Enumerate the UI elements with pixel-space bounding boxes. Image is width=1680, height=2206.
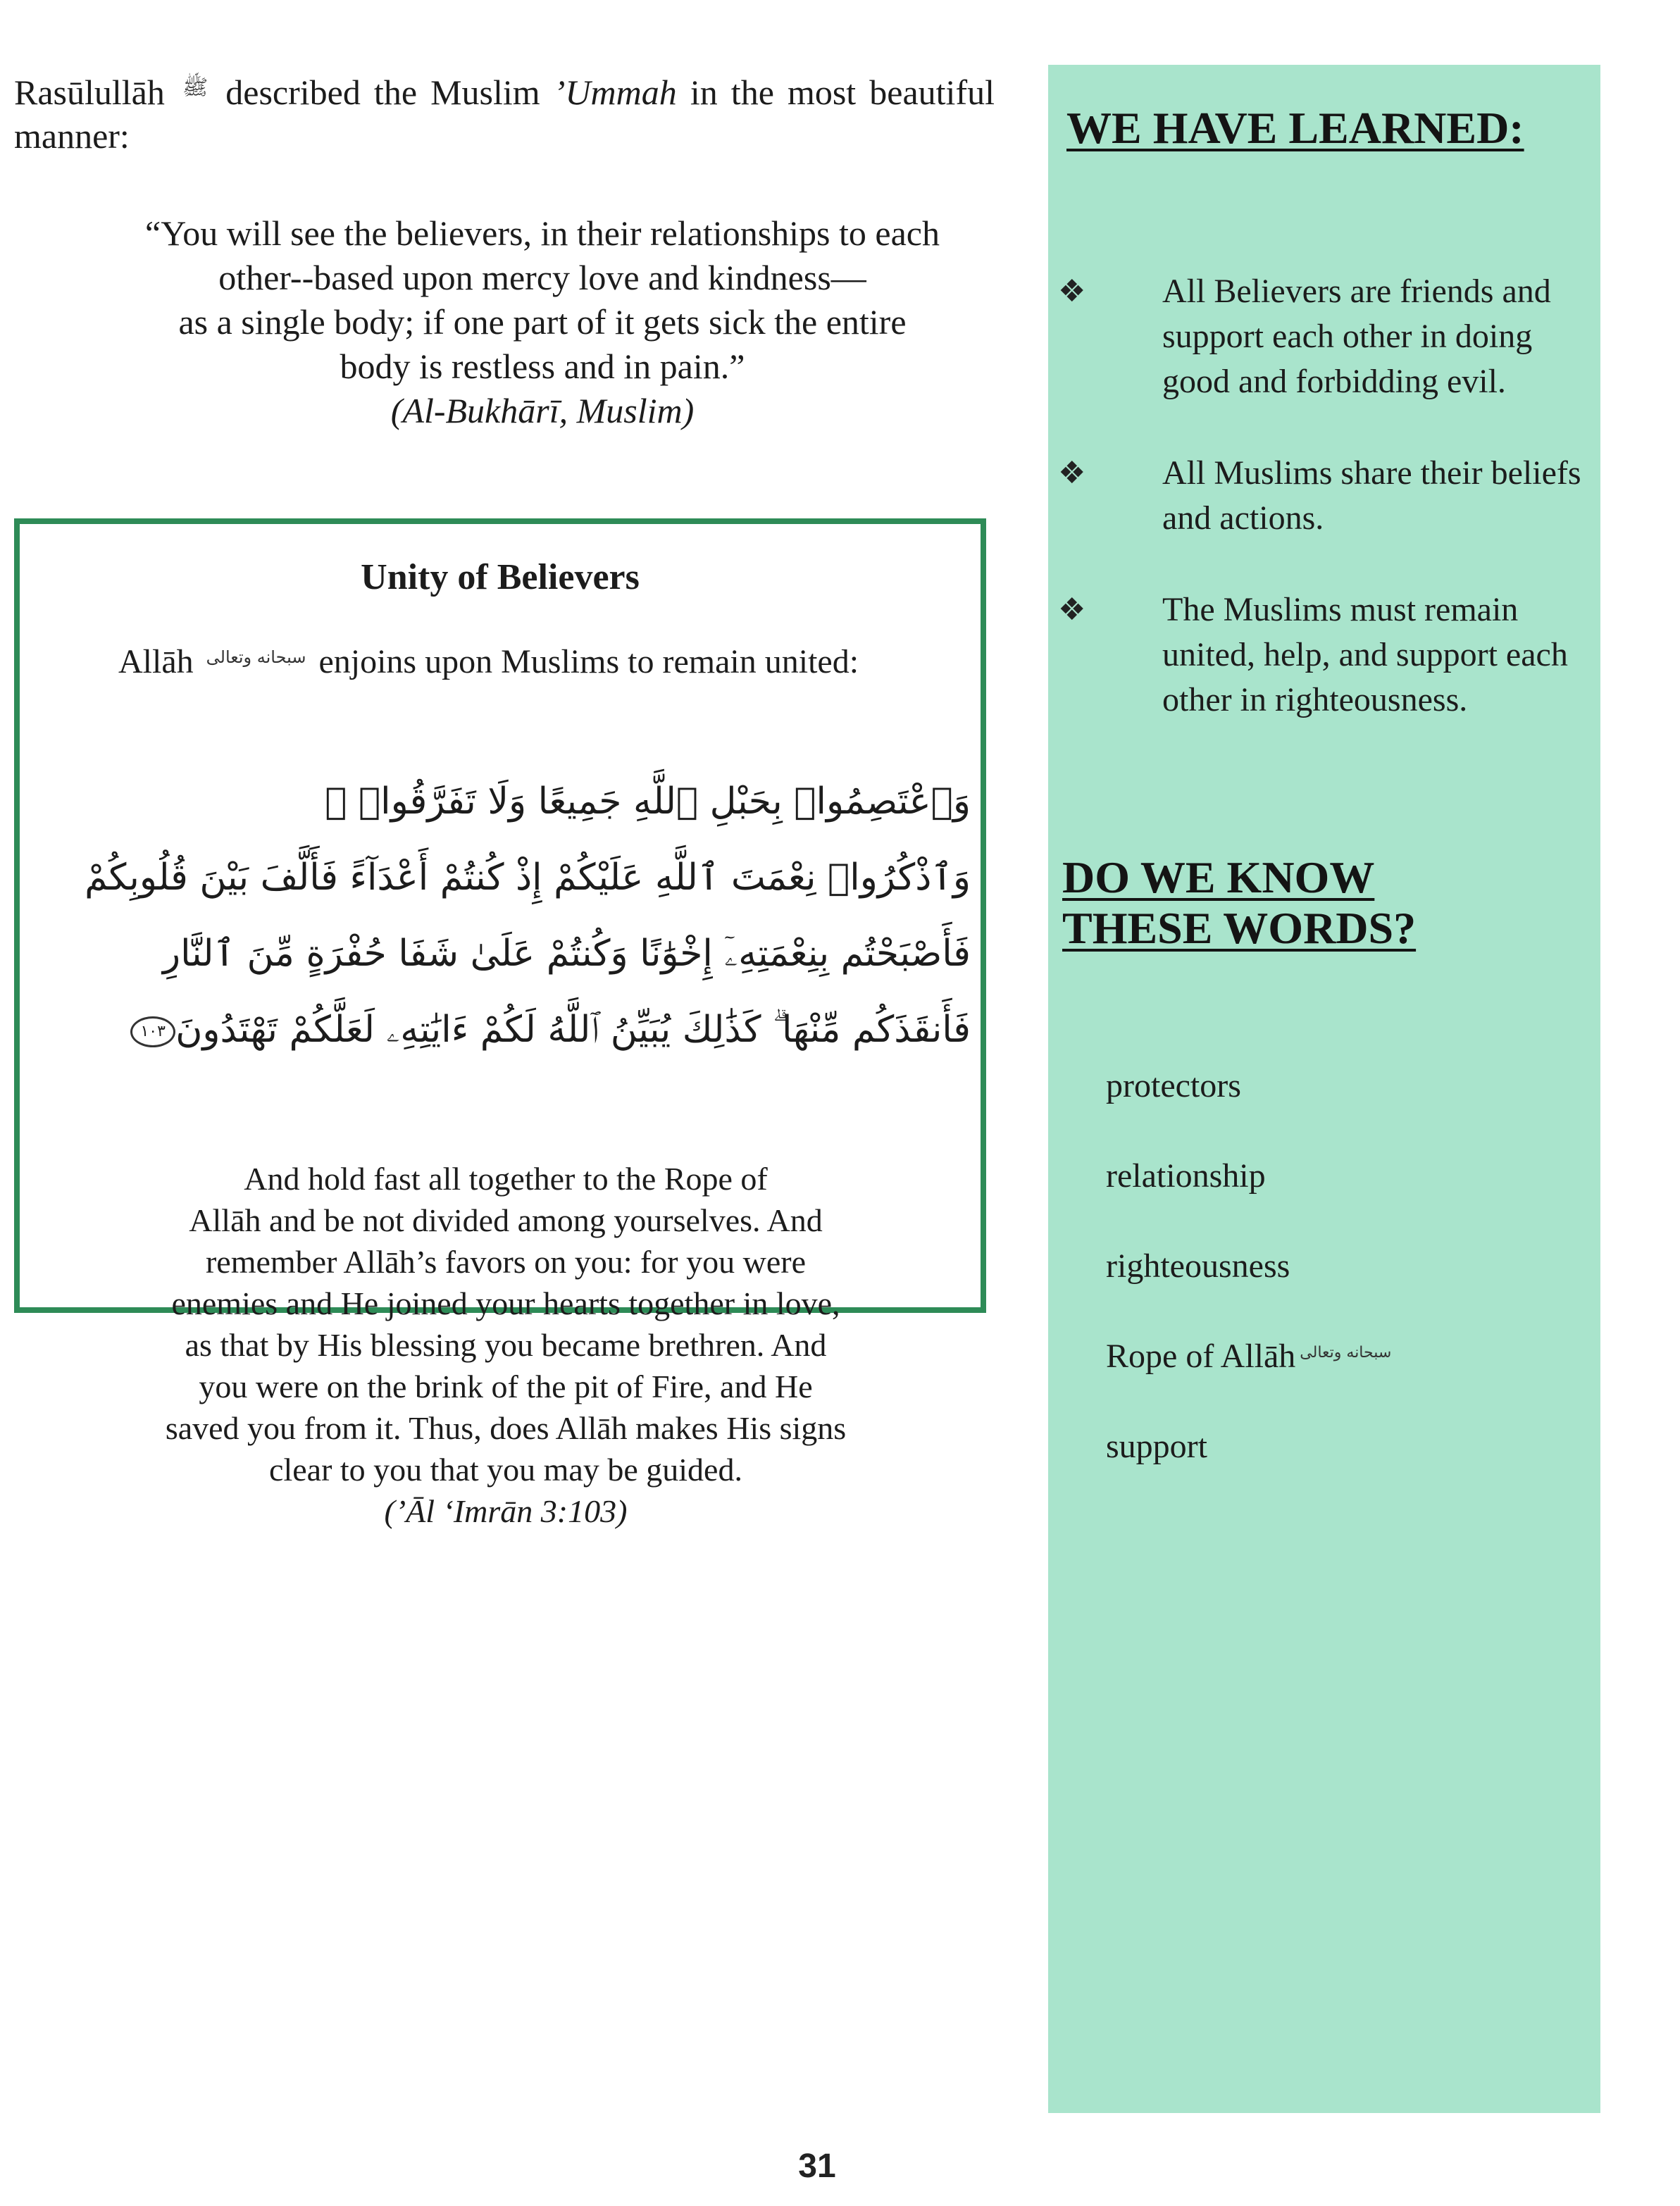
translation-line: And hold fast all together to the Rope of (244, 1161, 768, 1197)
diamond-bullet-icon: ❖ (1058, 455, 1086, 491)
allah-honorific-glyph: سبحانه وتعالى (1300, 1344, 1392, 1361)
vocabulary-word: Rope of Allāh (1106, 1338, 1296, 1375)
vocabulary-word: righteousness (1106, 1247, 1290, 1285)
translation-line: Allāh and be not divided among yourselves. And (189, 1202, 823, 1238)
verse-translation (125, 1158, 886, 1532)
ummah-term: ’Ummah (553, 73, 677, 112)
vocabulary-word: relationship (1106, 1157, 1266, 1195)
arabic-verse-line: وَٱذْكُرُوا۟ نِعْمَتَ ٱللَّهِ عَلَيْكُمْ إِذْ كُنتُمْ أَعْدَآءً فَأَلَّفَ بَيْنَ قُلُوبِكُمْ (85, 856, 971, 899)
arabic-verse-line: فَأَنقَذَكُم مِّنْهَا ۗ كَذَٰلِكَ يُبَيِّنُ ٱللَّهُ لَكُمْ ءَايَٰتِهِۦ لَعَلَّكُمْ تَهْتَدُونَ (175, 1009, 971, 1051)
words-heading-line: DO WE KNOW (1062, 852, 1375, 902)
vocabulary-list (1106, 1064, 1395, 1469)
diamond-bullet-icon: ❖ (1058, 592, 1086, 628)
translation-source: (’Āl ‘Imrān 3:103) (384, 1493, 628, 1529)
intro-middle: described the Muslim (225, 73, 540, 112)
translation-line: as that by His blessing you became brethren. And (185, 1327, 827, 1363)
summary-sidebar (1048, 65, 1600, 2113)
hadith-line: as a single body; if one part of it gets sick the entire (178, 302, 907, 342)
translation-line: you were on the brink of the pit of Fire, and He (199, 1369, 813, 1404)
hadith-line: other--based upon mercy love and kindness— (218, 258, 866, 297)
learned-item-text: All Believers are friends and support each other in doing good and forbidding evil. (1162, 273, 1551, 400)
vocabulary-word-rope (1106, 1334, 1395, 1379)
words-heading-line: THESE WORDS? (1062, 903, 1417, 953)
learned-item (1048, 587, 1600, 723)
unity-intro-prefix: Allāh (118, 643, 194, 680)
arabic-verse (62, 764, 971, 1068)
unity-of-believers-box (14, 518, 986, 1529)
unity-box-intro (118, 642, 964, 681)
intro-suffix: in the most beautiful manner: (14, 73, 995, 156)
translation-line: enemies and He joined your hearts together in love, (171, 1285, 840, 1321)
unity-box-title: Unity of Believers (361, 557, 640, 597)
we-have-learned-heading: WE HAVE LEARNED: (1066, 103, 1524, 153)
arabic-verse-line: وَٱعْتَصِمُوا۟ بِحَبْلِ ٱللَّهِ جَمِيعًا وَلَا تَفَرَّقُوا۟ ۚ (325, 780, 971, 823)
unity-intro-suffix: enjoins upon Muslims to remain united: (318, 643, 859, 680)
hadith-quote (70, 211, 1014, 433)
diamond-bullet-icon: ❖ (1058, 273, 1086, 309)
verse-number-marker: ١٠٣ (130, 1016, 175, 1047)
vocabulary-word: protectors (1106, 1067, 1241, 1104)
translation-line: saved you from it. Thus, does Allāh makes His signs (165, 1410, 847, 1446)
prophet-honorific-glyph: ﷺ (182, 75, 209, 100)
allah-honorific-glyph: سبحانه وتعالى (206, 647, 306, 667)
intro-prefix: Rasūlullāh (14, 73, 165, 112)
learned-item (1048, 451, 1600, 541)
translation-line: remember Allāh’s favors on you: for you were (205, 1244, 807, 1280)
hadith-line: “You will see the believers, in their relationships to each (145, 213, 940, 253)
learned-list (1048, 269, 1600, 723)
learned-item (1048, 269, 1600, 404)
arabic-verse-line-last (62, 992, 971, 1068)
hadith-source: (Al-Bukhārī, Muslim) (390, 391, 695, 430)
intro-paragraph (14, 70, 995, 158)
page-number: 31 (798, 2148, 836, 2185)
learned-item-text: All Muslims share their beliefs and actions. (1162, 454, 1581, 537)
vocabulary-word: support (1106, 1428, 1207, 1465)
translation-line: clear to you that you may be guided. (269, 1452, 742, 1488)
hadith-line: body is restless and in pain.” (340, 347, 745, 386)
learned-item-text: The Muslims must remain united, help, and support each other in righteousness. (1162, 591, 1568, 718)
do-we-know-these-words-heading (1062, 852, 1457, 954)
arabic-verse-line: فَأَصْبَحْتُم بِنِعْمَتِهِۦٓ إِخْوَٰنًا وَكُنتُمْ عَلَىٰ شَفَا حُفْرَةٍ مِّنَ ٱلنَّارِ (162, 933, 971, 975)
